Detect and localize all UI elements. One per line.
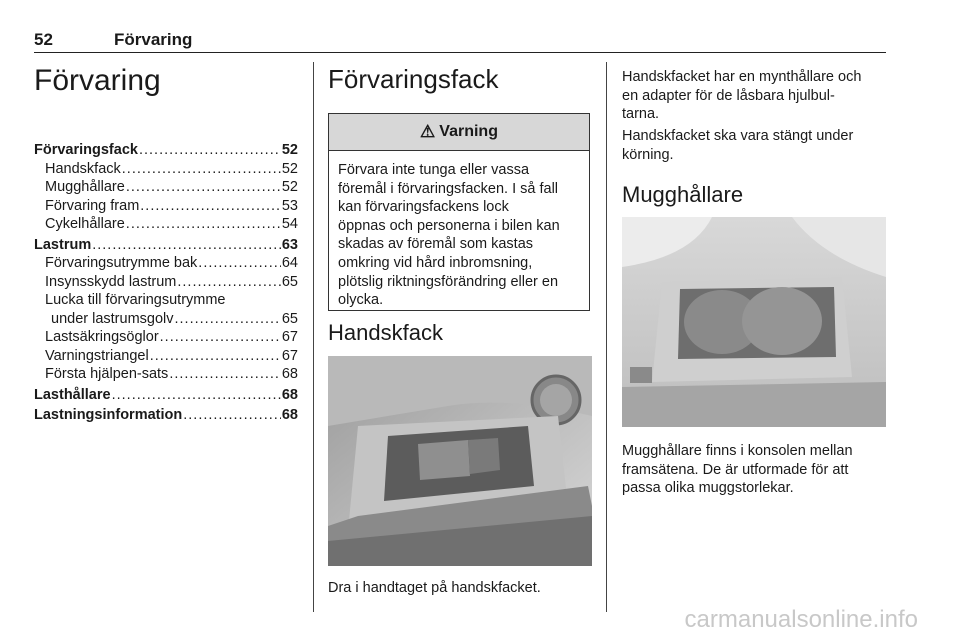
toc-entry-label: Lucka till förvaringsutrymme xyxy=(45,292,226,308)
header-rule xyxy=(34,52,886,53)
toc-entry-page: 68 xyxy=(281,386,298,403)
toc-entry-label: Varningstriangel xyxy=(45,347,149,364)
text-line: Mugghållare finns i konsolen mellan xyxy=(622,443,853,459)
toc-leader-dots xyxy=(139,141,281,160)
toc-leader-dots xyxy=(183,406,281,425)
warning-line: skadas av föremål som kastas xyxy=(338,236,534,253)
running-header-title: Förvaring xyxy=(114,30,193,49)
glovebox-paragraph-1 xyxy=(622,68,886,124)
toc-entry-label: Lastsäkringsöglor xyxy=(45,329,159,345)
toc-leader-dots xyxy=(112,386,281,405)
toc-entry-page: 67 xyxy=(281,347,298,364)
warning-header xyxy=(329,114,589,151)
toc-entry-label: Mugghållare xyxy=(45,179,125,195)
toc-entry[interactable] xyxy=(34,273,298,292)
toc-entry-page: 52 xyxy=(281,142,298,158)
toc-entry-label: Handskfack xyxy=(45,160,121,177)
text-line: Handskfacket ska vara stängt under xyxy=(622,128,854,144)
warning-icon: ⚠ xyxy=(420,122,436,141)
toc-leader-dots xyxy=(122,160,281,179)
section-heading-forvaringsfack: Förvaringsfack xyxy=(328,64,499,94)
toc-leader-dots xyxy=(175,310,281,329)
toc-entry[interactable] xyxy=(34,291,298,310)
text-line: en adapter för de låsbara hjulbul- xyxy=(622,87,835,104)
cupholder-photo xyxy=(622,217,886,427)
toc-entry[interactable] xyxy=(34,197,298,216)
toc-entry[interactable] xyxy=(34,178,298,197)
toc-entry-page: 67 xyxy=(281,329,298,345)
glovebox-photo xyxy=(328,356,592,566)
column-divider-1 xyxy=(313,62,314,612)
toc-leader-dots xyxy=(160,328,281,347)
warning-text xyxy=(329,151,589,310)
toc-entry-page: 52 xyxy=(281,179,298,195)
section-heading-mugghallare: Mugghållare xyxy=(622,182,744,207)
text-line: körning. xyxy=(622,146,674,163)
toc-entry-page: 63 xyxy=(281,236,298,253)
toc-entry-label: under lastrumsgolv xyxy=(51,310,174,327)
chapter-title: Förvaring xyxy=(34,64,161,97)
toc-entry[interactable] xyxy=(34,310,298,329)
column-divider-2 xyxy=(606,62,607,612)
watermark: carmanualsonline.info xyxy=(684,606,918,633)
toc-entry-page: 65 xyxy=(281,310,298,327)
page-number: 52 xyxy=(34,30,53,49)
warning-line: föremål i förvaringsfacken. I så fall xyxy=(338,180,559,197)
toc-leader-dots xyxy=(198,254,281,273)
warning-line: öppnas och personerna i bilen kan xyxy=(338,217,560,234)
text-line: tarna. xyxy=(622,106,660,123)
toc-leader-dots xyxy=(150,347,281,366)
text-line: passa olika muggstorlekar. xyxy=(622,480,794,497)
toc-entry-label: Lastrum xyxy=(34,236,92,253)
toc-entry-page: 54 xyxy=(281,216,298,232)
toc-entry[interactable] xyxy=(34,347,298,366)
toc-leader-dots xyxy=(140,197,281,216)
subheading-handskfack: Handskfack xyxy=(328,320,443,345)
toc-entry-label: Förvaringsutrymme bak xyxy=(45,255,198,271)
toc-entry-label: Första hjälpen-sats xyxy=(45,366,169,382)
toc-entry-label: Cykelhållare xyxy=(45,216,125,232)
toc-entry[interactable] xyxy=(34,236,298,255)
toc-entry-label: Förvaring fram xyxy=(45,197,140,214)
toc-leader-dots xyxy=(177,273,281,292)
toc-entry[interactable] xyxy=(34,254,298,273)
toc-entry-page: 65 xyxy=(281,273,298,290)
text-line: Handskfacket har en mynthållare och xyxy=(622,69,862,85)
toc-entry[interactable] xyxy=(34,160,298,179)
toc-leader-dots xyxy=(169,365,281,384)
glovebox-caption: Dra i handtaget på handskfacket. xyxy=(328,580,541,596)
table-of-contents xyxy=(34,141,298,425)
toc-entry[interactable] xyxy=(34,328,298,347)
text-line: framsätena. De är utformade för att xyxy=(622,461,849,478)
toc-entry-label: Insynsskydd lastrum xyxy=(45,273,177,290)
warning-line: olycka. xyxy=(338,292,384,309)
toc-entry[interactable] xyxy=(34,365,298,384)
warning-line: kan förvaringsfackens lock xyxy=(338,199,509,216)
warning-line: plötslig riktningsförändring eller en xyxy=(338,273,559,290)
warning-line: Förvara inte tunga eller vassa xyxy=(338,162,530,178)
glovebox-paragraph-2 xyxy=(622,127,886,164)
toc-entry-label: Förvaringsfack xyxy=(34,142,138,158)
toc-entry-label: Lasthållare xyxy=(34,386,111,403)
toc-entry-page: 68 xyxy=(281,366,298,382)
toc-entry-label: Lastningsinformation xyxy=(34,407,183,423)
toc-entry-page: 53 xyxy=(281,197,298,214)
toc-leader-dots xyxy=(126,215,281,234)
toc-leader-dots xyxy=(126,178,281,197)
toc-entry[interactable] xyxy=(34,406,298,425)
warning-box xyxy=(328,113,590,311)
toc-entry[interactable] xyxy=(34,141,298,160)
toc-entry[interactable] xyxy=(34,215,298,234)
toc-entry[interactable] xyxy=(34,386,298,405)
toc-entry-page: 68 xyxy=(281,407,298,423)
warning-line: omkring vid hård inbromsning, xyxy=(338,254,533,271)
toc-leader-dots xyxy=(92,236,281,255)
warning-title: Varning xyxy=(439,123,498,140)
toc-entry-page: 52 xyxy=(281,160,298,177)
cupholder-paragraph xyxy=(622,442,886,498)
toc-entry-page: 64 xyxy=(281,255,298,271)
